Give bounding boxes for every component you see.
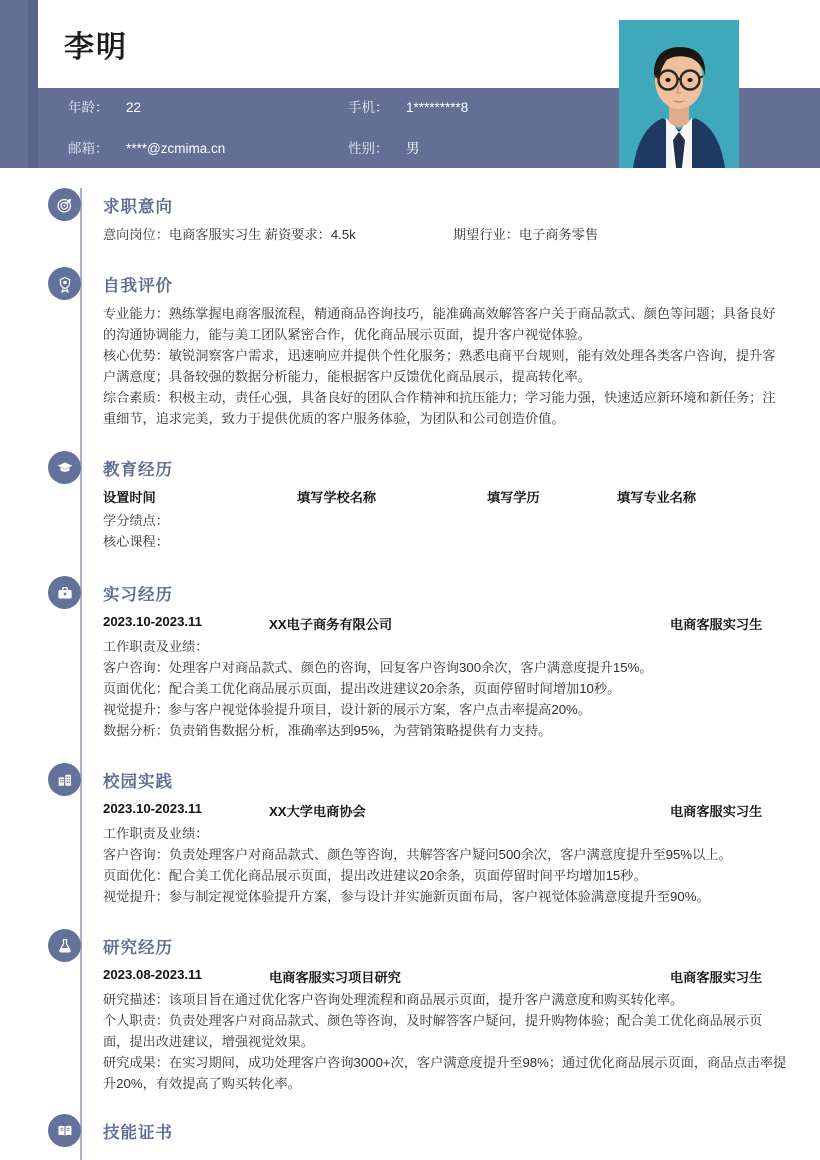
- section-header-internship: [103, 574, 788, 612]
- contact-value-phone: 1*********8: [406, 100, 469, 115]
- section-internship: [0, 552, 820, 741]
- job-intent-industry: 期望行业：电子商务零售: [453, 227, 599, 242]
- section-self-evaluation: [0, 243, 820, 429]
- section-research: [0, 907, 820, 1094]
- candidate-name: 李明: [64, 31, 128, 64]
- medal-icon: [48, 267, 81, 300]
- research-line-1: 研究描述：该项目旨在通过优化客户咨询处理流程和商品展示页面，提升客户满意度和购买转化率。: [103, 992, 684, 1007]
- open-book-icon: [48, 1114, 81, 1147]
- contact-item-email: [68, 137, 348, 157]
- contact-label-phone: 手机：: [348, 100, 389, 115]
- internship-line-3: 页面优化：配合美工优化商品展示页面，提出改进建议20余条，页面停留时间增加10秒。: [103, 681, 621, 696]
- campus-entry-meta: [103, 801, 788, 820]
- graduation-cap-icon: [48, 451, 81, 484]
- section-skills-certificates: [0, 1094, 820, 1150]
- section-title-research: 研究经历: [103, 939, 173, 957]
- section-header-research: [103, 927, 788, 965]
- self-eval-paragraph-1: 专业能力：熟练掌握电商客服流程，精通商品咨询技巧，能准确高效解答客户关于商品款式、颜色等问题；具备良好的沟通协调能力，能与美工团队紧密合作，优化商品展示页面，提升客户视觉体验。: [103, 306, 776, 342]
- education-table-header: [103, 487, 788, 506]
- section-job-intent: [0, 168, 820, 243]
- section-title-skills-certificates: 技能证书: [103, 1124, 173, 1142]
- campus-line-1: 工作职责及业绩：: [103, 826, 209, 841]
- campus-line-3: 页面优化：配合美工优化商品展示页面，提出改进建议20余条，页面停留时间平均增加15秒。: [103, 868, 647, 883]
- campus-role: 电商客服实习生: [670, 804, 763, 819]
- contact-value-email: ****@zcmima.cn: [126, 141, 226, 156]
- education-gpa-field: 学分绩点：: [103, 513, 169, 528]
- campus-line-2: 客户咨询：负责处理客户对商品款式、颜色等咨询，共解答客户疑问500余次，客户满意度提升至95%以上。: [103, 847, 732, 862]
- section-title-internship: 实习经历: [103, 586, 173, 604]
- flask-icon: [48, 929, 81, 962]
- contact-label-age: 年龄：: [68, 100, 109, 115]
- internship-entry-meta: [103, 614, 788, 633]
- job-intent-position: 意向岗位：电商客服实习生 薪资要求：4.5k: [103, 227, 356, 242]
- section-header-skills-certificates: [103, 1112, 788, 1150]
- portrait-photo-icon: [619, 20, 739, 168]
- contact-info-grid: [68, 96, 608, 157]
- section-header-campus-practice: [103, 761, 788, 799]
- research-line-2: 个人职责：负责处理客户对商品款式、颜色等咨询，及时解答客户疑问，提升购物体验；配合美工优化商品展示页面，提出改进建议，增强视觉效果。: [103, 1013, 763, 1049]
- internship-role: 电商客服实习生: [670, 617, 763, 632]
- campus-org: XX大学电商协会: [269, 804, 366, 819]
- section-title-education: 教育经历: [103, 461, 173, 479]
- self-eval-paragraph-3: 综合素质：积极主动，责任心强，具备良好的团队合作精神和抗压能力；学习能力强，快速适应新环境和新任务；注重细节，追求完美，致力于提供优质的客户服务体验，为团队和公司创造价值。: [103, 390, 776, 426]
- section-header-job-intent: [103, 186, 788, 224]
- research-project: 电商客服实习项目研究: [269, 970, 401, 985]
- contact-item-gender: [348, 137, 628, 157]
- campus-line-4: 视觉提升：参与制定视觉体验提升方案，参与设计并实施新页面布局，客户视觉体验满意度提升至90%。: [103, 889, 710, 904]
- section-header-self-evaluation: [103, 265, 788, 303]
- section-header-education: [103, 449, 788, 487]
- internship-date: 2023.10-2023.11: [103, 614, 203, 629]
- education-col-major: 填写专业名称: [617, 490, 697, 505]
- briefcase-icon: [48, 576, 81, 609]
- campus-date: 2023.10-2023.11: [103, 801, 203, 816]
- internship-org: XX电子商务有限公司: [269, 617, 393, 632]
- research-date: 2023.08-2023.11: [103, 967, 203, 982]
- avatar: [619, 20, 739, 168]
- resume-body: [0, 168, 820, 1150]
- internship-line-1: 工作职责及业绩：: [103, 639, 209, 654]
- contact-value-gender: 男: [406, 141, 420, 156]
- building-icon: [48, 763, 81, 796]
- education-col-time: 设置时间: [103, 490, 156, 505]
- target-icon: [48, 188, 81, 221]
- internship-line-5: 数据分析：负责销售数据分析，准确率达到95%，为营销策略提供有力支持。: [103, 723, 552, 738]
- header-accent-strip: [28, 0, 38, 168]
- education-col-degree: 填写学历: [487, 490, 540, 505]
- research-line-3: 研究成果：在实习期间，成功处理客户咨询3000+次，客户满意度提升至98%；通过优化商品展示页面，商品点击率提升20%，有效提高了购买转化率。: [103, 1055, 787, 1091]
- section-title-job-intent: 求职意向: [103, 198, 173, 216]
- section-title-campus-practice: 校园实践: [103, 773, 173, 791]
- contact-item-phone: [348, 96, 628, 116]
- internship-line-2: 客户咨询：处理客户对商品款式、颜色的咨询，回复客户咨询300余次，客户满意度提升15%。: [103, 660, 653, 675]
- section-campus-practice: [0, 741, 820, 907]
- internship-line-4: 视觉提升：参与客户视觉体验提升项目，设计新的展示方案，客户点击率提高20%。: [103, 702, 591, 717]
- contact-label-gender: 性别：: [348, 141, 389, 156]
- section-education: [0, 429, 820, 552]
- contact-value-age: 22: [126, 100, 142, 115]
- education-courses-field: 核心课程：: [103, 534, 169, 549]
- section-title-self-evaluation: 自我评价: [103, 277, 173, 295]
- contact-label-email: 邮箱：: [68, 141, 109, 156]
- self-eval-paragraph-2: 核心优势：敏锐洞察客户需求，迅速响应并提供个性化服务；熟悉电商平台规则，能有效处理各类客户咨询，提升客户满意度；具备较强的数据分析能力，能根据客户反馈优化商品展示，提高转化率。: [103, 348, 776, 384]
- research-role: 电商客服实习生: [670, 970, 763, 985]
- contact-item-age: [68, 96, 348, 116]
- education-col-school: 填写学校名称: [297, 490, 377, 505]
- job-intent-row: [103, 224, 788, 243]
- research-entry-meta: [103, 967, 788, 986]
